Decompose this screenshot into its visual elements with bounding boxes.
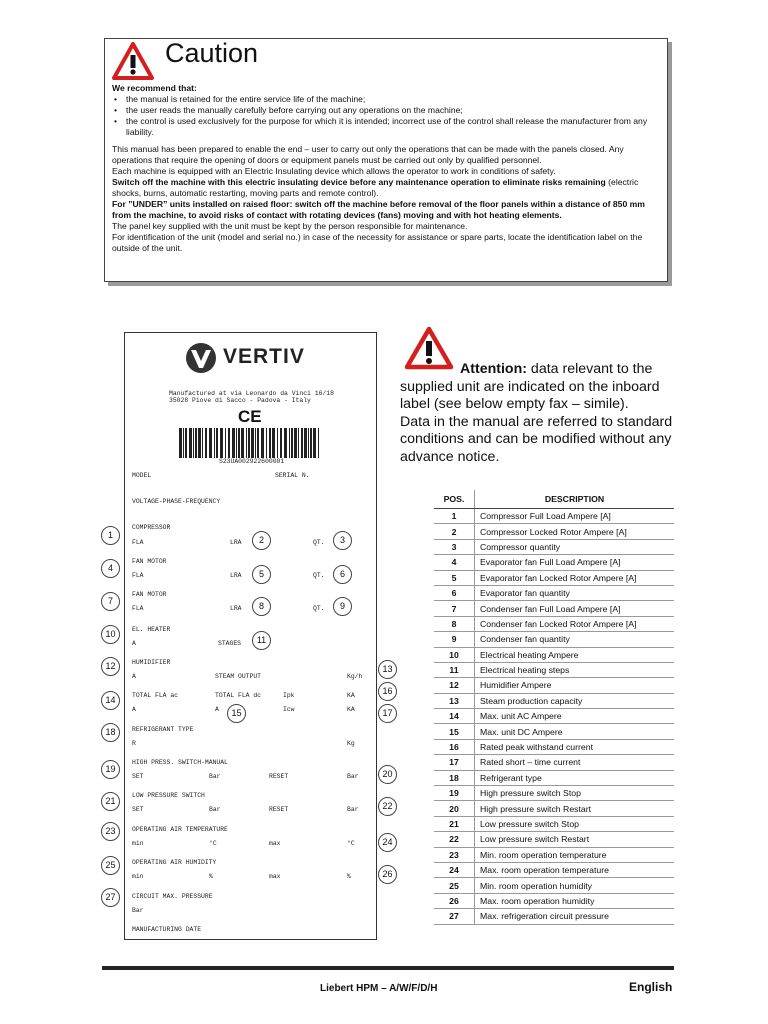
- total-fla-dc-label: TOTAL FLA dc: [215, 692, 262, 699]
- table-row: [434, 693, 674, 708]
- table-row: [434, 724, 674, 739]
- marker-24: 24: [378, 833, 397, 852]
- ka-unit: KA: [347, 706, 355, 713]
- table-cell-pos: 5: [434, 570, 475, 585]
- barcode-bar: [228, 428, 230, 458]
- barcode-bar: [310, 428, 312, 458]
- lp-switch-label: LOW PRESSURE SWITCH: [132, 792, 205, 799]
- header-description: DESCRIPTION: [475, 490, 675, 509]
- table-row: [434, 816, 674, 831]
- hp-switch-label: HIGH PRESS. SWITCH-MANUAL: [132, 759, 228, 766]
- table-row: [434, 616, 674, 631]
- table-row: [434, 632, 674, 647]
- table-row: [434, 847, 674, 862]
- el-heater-label: EL. HEATER: [132, 626, 171, 633]
- barcode-bar: [308, 428, 309, 458]
- marker-5: 5: [252, 565, 271, 584]
- table-row: [434, 893, 674, 908]
- stages-label: STAGES: [218, 640, 242, 647]
- barcode-bar: [313, 428, 316, 458]
- bar-unit: Bar: [209, 773, 221, 780]
- table-cell-pos: 1: [434, 509, 475, 524]
- table-row: [434, 739, 674, 754]
- barcode-bar: [236, 428, 237, 458]
- ipk-label: Ipk: [283, 692, 295, 699]
- steam-output-label: STEAM OUTPUT: [215, 673, 262, 680]
- set-label: SET: [132, 806, 144, 813]
- barcode-bar: [220, 428, 223, 458]
- table-cell-description: Min. room operation temperature: [475, 847, 675, 862]
- table-cell-pos: 17: [434, 755, 475, 770]
- total-fla-ac-label: TOTAL FLA ac: [132, 692, 179, 699]
- footer-divider: [102, 966, 674, 970]
- degc-unit: °C: [209, 840, 217, 847]
- table-cell-description: Max. room operation humidity: [475, 893, 675, 908]
- reset-label: RESET: [269, 773, 289, 780]
- marker-6: 6: [333, 565, 352, 584]
- table-row: [434, 770, 674, 785]
- lra-label: LRA: [230, 539, 242, 546]
- barcode-bar: [261, 428, 264, 458]
- degc-unit: °C: [347, 840, 355, 847]
- table-cell-pos: 14: [434, 709, 475, 724]
- table-cell-pos: 16: [434, 739, 475, 754]
- kg-unit: Kg: [347, 740, 355, 747]
- table-row: [434, 555, 674, 570]
- barcode-bar: [257, 428, 259, 458]
- barcode-bar: [251, 428, 254, 458]
- marker-20: 20: [378, 765, 397, 784]
- voltage-label: VOLTAGE-PHASE-FREQUENCY: [132, 498, 221, 505]
- barcode-bar: [193, 428, 194, 458]
- table-body: [434, 509, 674, 925]
- fla-label: FLA: [132, 605, 144, 612]
- attention-note: [400, 326, 674, 466]
- position-description-table: [434, 490, 674, 925]
- fla-label: FLA: [132, 572, 144, 579]
- table-cell-description: Evaporator fan quantity: [475, 585, 675, 600]
- ka-unit: KA: [347, 692, 355, 699]
- table-row: [434, 524, 674, 539]
- table-cell-pos: 27: [434, 909, 475, 924]
- table-cell-pos: 24: [434, 862, 475, 877]
- caution-paragraph-4: The panel key supplied with the unit must be kept by the person responsible for maintenance.: [112, 221, 468, 231]
- table-row: [434, 509, 674, 524]
- attention-text-1: data relevant to the supplied unit are indicated on the inboard label (see below empty fax – simile).: [400, 361, 660, 412]
- vertiv-logo-icon: [185, 341, 217, 375]
- marker-22: 22: [378, 797, 397, 816]
- table-row: [434, 755, 674, 770]
- barcode: [179, 428, 321, 458]
- marker-14: 14: [101, 691, 120, 710]
- marker-8: 8: [252, 597, 271, 616]
- marker-13: 13: [378, 660, 397, 679]
- marker-21: 21: [101, 792, 120, 811]
- barcode-number: S23UA002922600001: [219, 458, 285, 465]
- serial-label: SERIAL N.: [275, 472, 310, 479]
- percent-unit: %: [347, 873, 351, 880]
- table-cell-description: Evaporator fan Locked Rotor Ampere [A]: [475, 570, 675, 585]
- barcode-bar: [318, 428, 319, 458]
- table-cell-pos: 26: [434, 893, 475, 908]
- table-cell-description: Max. unit AC Ampere: [475, 709, 675, 724]
- table-cell-description: Steam production capacity: [475, 693, 675, 708]
- marker-25: 25: [101, 856, 120, 875]
- caution-recommend: We recommend that:: [112, 83, 197, 93]
- table-row: [434, 709, 674, 724]
- barcode-bar: [272, 428, 275, 458]
- table-row: [434, 678, 674, 693]
- table-cell-pos: 2: [434, 524, 475, 539]
- max-label: max: [269, 873, 281, 880]
- marker-11: 11: [252, 631, 271, 650]
- barcode-bar: [198, 428, 201, 458]
- table-cell-description: Min. room operation humidity: [475, 878, 675, 893]
- barcode-bar: [179, 428, 182, 458]
- table-row: [434, 601, 674, 616]
- kgh-unit: Kg/h: [347, 673, 363, 680]
- set-label: SET: [132, 773, 144, 780]
- table-cell-description: Compressor Full Load Ampere [A]: [475, 509, 675, 524]
- fla-label: FLA: [132, 539, 144, 546]
- barcode-bar: [202, 428, 203, 458]
- marker-16: 16: [378, 682, 397, 701]
- qt-label: QT.: [313, 605, 325, 612]
- warning-triangle-icon: [404, 326, 454, 370]
- caution-title: Caution: [165, 38, 259, 68]
- circuit-pressure-label: CIRCUIT MAX. PRESSURE: [132, 893, 213, 900]
- table-cell-pos: 7: [434, 601, 475, 616]
- table-cell-description: Electrical heating Ampere: [475, 647, 675, 662]
- caution-paragraph-1: This manual has been prepared to enable the end – user to carry out only the operations that can be made with the panels closed. Any operations that require the opening of doors or equipment panels must be carried out only by qualified personnel.: [112, 144, 624, 165]
- table-cell-description: Compressor Locked Rotor Ampere [A]: [475, 524, 675, 539]
- lra-label: LRA: [230, 605, 242, 612]
- marker-9: 9: [333, 597, 352, 616]
- table-row: [434, 909, 674, 924]
- footer-document-title: Liebert HPM – A/W/F/D/H: [320, 983, 438, 994]
- barcode-bar: [269, 428, 271, 458]
- caution-bullet: • the control is used exclusively for the purpose for which it is intended; incorrect use of the control shall release the manufacturer from any liability.: [112, 116, 660, 138]
- manufacturer-address-2: 35028 Piove di Sacco - Padova - Italy: [169, 397, 311, 404]
- barcode-bar: [284, 428, 287, 458]
- footer-language: English: [629, 980, 673, 994]
- table-cell-pos: 4: [434, 555, 475, 570]
- op-humidity-label: OPERATING AIR HUMIDITY: [132, 859, 217, 866]
- table-cell-description: Evaporator fan Full Load Ampere [A]: [475, 555, 675, 570]
- barcode-bar: [205, 428, 207, 458]
- marker-10: 10: [101, 625, 120, 644]
- table-cell-pos: 20: [434, 801, 475, 816]
- table-row: [434, 801, 674, 816]
- caution-body: [112, 83, 660, 254]
- barcode-bar: [209, 428, 212, 458]
- barcode-bar: [280, 428, 282, 458]
- table-cell-description: Compressor quantity: [475, 539, 675, 554]
- table-cell-pos: 11: [434, 662, 475, 677]
- table-row: [434, 832, 674, 847]
- lra-label: LRA: [230, 572, 242, 579]
- manufacturer-address-1: Manufactured at via Leonardo da Vinci 16/18: [169, 390, 334, 397]
- reset-label: RESET: [269, 806, 289, 813]
- table-cell-description: Max. unit DC Ampere: [475, 724, 675, 739]
- table-cell-description: Max. room operation temperature: [475, 862, 675, 877]
- mfg-date-label: MANUFACTURING DATE: [132, 926, 202, 933]
- table-row: [434, 539, 674, 554]
- table-cell-description: Condenser fan quantity: [475, 632, 675, 647]
- barcode-bar: [266, 428, 267, 458]
- table-cell-pos: 10: [434, 647, 475, 662]
- icw-label: Icw: [283, 706, 295, 713]
- barcode-bar: [277, 428, 278, 458]
- marker-1: 1: [101, 526, 120, 545]
- qt-label: QT.: [313, 539, 325, 546]
- table-cell-description: Condenser fan Locked Rotor Ampere [A]: [475, 616, 675, 631]
- barcode-bar: [232, 428, 235, 458]
- table-cell-pos: 25: [434, 878, 475, 893]
- table-cell-description: Refrigerant type: [475, 770, 675, 785]
- table-row: [434, 862, 674, 877]
- ampere-label: A: [132, 706, 136, 713]
- barcode-bar: [289, 428, 290, 458]
- barcode-bar: [301, 428, 303, 458]
- marker-12: 12: [101, 657, 120, 676]
- table-row: [434, 786, 674, 801]
- barcode-bar: [304, 428, 307, 458]
- table-row: [434, 662, 674, 677]
- barcode-bar: [248, 428, 250, 458]
- caution-paragraph-5: For identification of the unit (model and serial no.) in case of the necessity for assistance or spare parts, locate the identification label on the outside of the unit.: [112, 232, 643, 253]
- marker-17: 17: [378, 704, 397, 723]
- barcode-bar: [185, 428, 187, 458]
- barcode-bar: [255, 428, 256, 458]
- bar-unit: Bar: [347, 806, 359, 813]
- refrigerant-label: REFRIGERANT TYPE: [132, 726, 194, 733]
- marker-26: 26: [378, 865, 397, 884]
- model-label: MODEL: [132, 472, 152, 479]
- ampere-label: A: [132, 673, 136, 680]
- marker-7: 7: [101, 592, 120, 611]
- barcode-bar: [214, 428, 215, 458]
- table-cell-description: Low pressure switch Stop: [475, 816, 675, 831]
- min-label: min: [132, 873, 144, 880]
- warning-triangle-icon: [111, 41, 155, 81]
- op-temp-label: OPERATING AIR TEMPERATURE: [132, 826, 228, 833]
- table-row: [434, 585, 674, 600]
- header-pos: POS.: [434, 490, 475, 509]
- caution-paragraph-2: Each machine is equipped with an Electric Insulating device which allows the operator to work in conditions of safety. Switch off the machine with this electric insulating device before any maintenance operation to eliminate risks remaining (electric shocks, burns, automatic restarting, moving parts and remote control).: [112, 166, 639, 198]
- ce-mark: CE: [238, 407, 262, 426]
- compressor-label: COMPRESSOR: [132, 524, 171, 531]
- table-cell-description: Max. refrigeration circuit pressure: [475, 909, 675, 924]
- caution-bullet: • the user reads the manually carefully before carrying out any operations on the machine;: [112, 105, 660, 116]
- barcode-bar: [189, 428, 192, 458]
- barcode-bar: [291, 428, 293, 458]
- attention-text-2: Data in the manual are referred to standard conditions and can be modified without any advance notice.: [400, 413, 673, 465]
- bar-unit: Bar: [347, 773, 359, 780]
- fan-motor-label: FAN MOTOR: [132, 558, 167, 565]
- humidifier-label: HUMIDIFIER: [132, 659, 171, 666]
- marker-27: 27: [101, 888, 120, 907]
- barcode-bar: [183, 428, 184, 458]
- bar-unit: Bar: [209, 806, 221, 813]
- bar-unit: Bar: [132, 907, 144, 914]
- barcode-bar: [195, 428, 197, 458]
- marker-2: 2: [252, 531, 271, 550]
- identification-label: [124, 332, 377, 940]
- marker-15: 15: [227, 704, 246, 723]
- barcode-bar: [298, 428, 299, 458]
- marker-18: 18: [101, 723, 120, 742]
- barcode-bar: [294, 428, 297, 458]
- table-cell-pos: 21: [434, 816, 475, 831]
- marker-3: 3: [333, 531, 352, 550]
- table-cell-description: Condenser fan Full Load Ampere [A]: [475, 601, 675, 616]
- table-cell-pos: 23: [434, 847, 475, 862]
- qt-label: QT.: [313, 572, 325, 579]
- marker-19: 19: [101, 760, 120, 779]
- table-row: [434, 647, 674, 662]
- ampere-label: A: [132, 640, 136, 647]
- table-cell-description: Rated short – time current: [475, 755, 675, 770]
- caution-bullets: [112, 94, 660, 138]
- max-label: max: [269, 840, 281, 847]
- table-cell-pos: 19: [434, 786, 475, 801]
- barcode-bar: [216, 428, 218, 458]
- min-label: min: [132, 840, 144, 847]
- barcode-bar: [225, 428, 226, 458]
- table-cell-pos: 8: [434, 616, 475, 631]
- r-label: R: [132, 740, 136, 747]
- fan-motor-label: FAN MOTOR: [132, 591, 167, 598]
- marker-23: 23: [101, 822, 120, 841]
- barcode-bar: [246, 428, 247, 458]
- table-cell-description: Rated peak withstand current: [475, 739, 675, 754]
- table-row: [434, 878, 674, 893]
- table-cell-pos: 22: [434, 832, 475, 847]
- table-cell-description: High pressure switch Restart: [475, 801, 675, 816]
- caution-bullet: • the manual is retained for the entire service life of the machine;: [112, 94, 660, 105]
- percent-unit: %: [209, 873, 213, 880]
- table-cell-pos: 6: [434, 585, 475, 600]
- table-cell-description: Humidifier Ampere: [475, 678, 675, 693]
- table-cell-pos: 12: [434, 678, 475, 693]
- barcode-bar: [238, 428, 240, 458]
- ampere-label: A: [215, 706, 219, 713]
- brand-name: VERTIV: [223, 345, 305, 368]
- table-cell-description: High pressure switch Stop: [475, 786, 675, 801]
- table-cell-pos: 18: [434, 770, 475, 785]
- barcode-bar: [241, 428, 244, 458]
- attention-label: Attention:: [460, 361, 527, 377]
- table-cell-description: Low pressure switch Restart: [475, 832, 675, 847]
- table-cell-pos: 9: [434, 632, 475, 647]
- table-cell-pos: 15: [434, 724, 475, 739]
- caution-paragraph-3: For ”UNDER” units installed on raised floor: switch off the machine before removal of the floor panels within a distance of 850 mm from the machine, to avoid risks of contact with rotating devices (fans) moving and with hot heating elements.: [112, 199, 645, 220]
- table-cell-pos: 13: [434, 693, 475, 708]
- table-cell-pos: 3: [434, 539, 475, 554]
- table-header-row: [434, 490, 674, 509]
- caution-box: [104, 38, 668, 282]
- table-row: [434, 570, 674, 585]
- marker-4: 4: [101, 559, 120, 578]
- table-cell-description: Electrical heating steps: [475, 662, 675, 677]
